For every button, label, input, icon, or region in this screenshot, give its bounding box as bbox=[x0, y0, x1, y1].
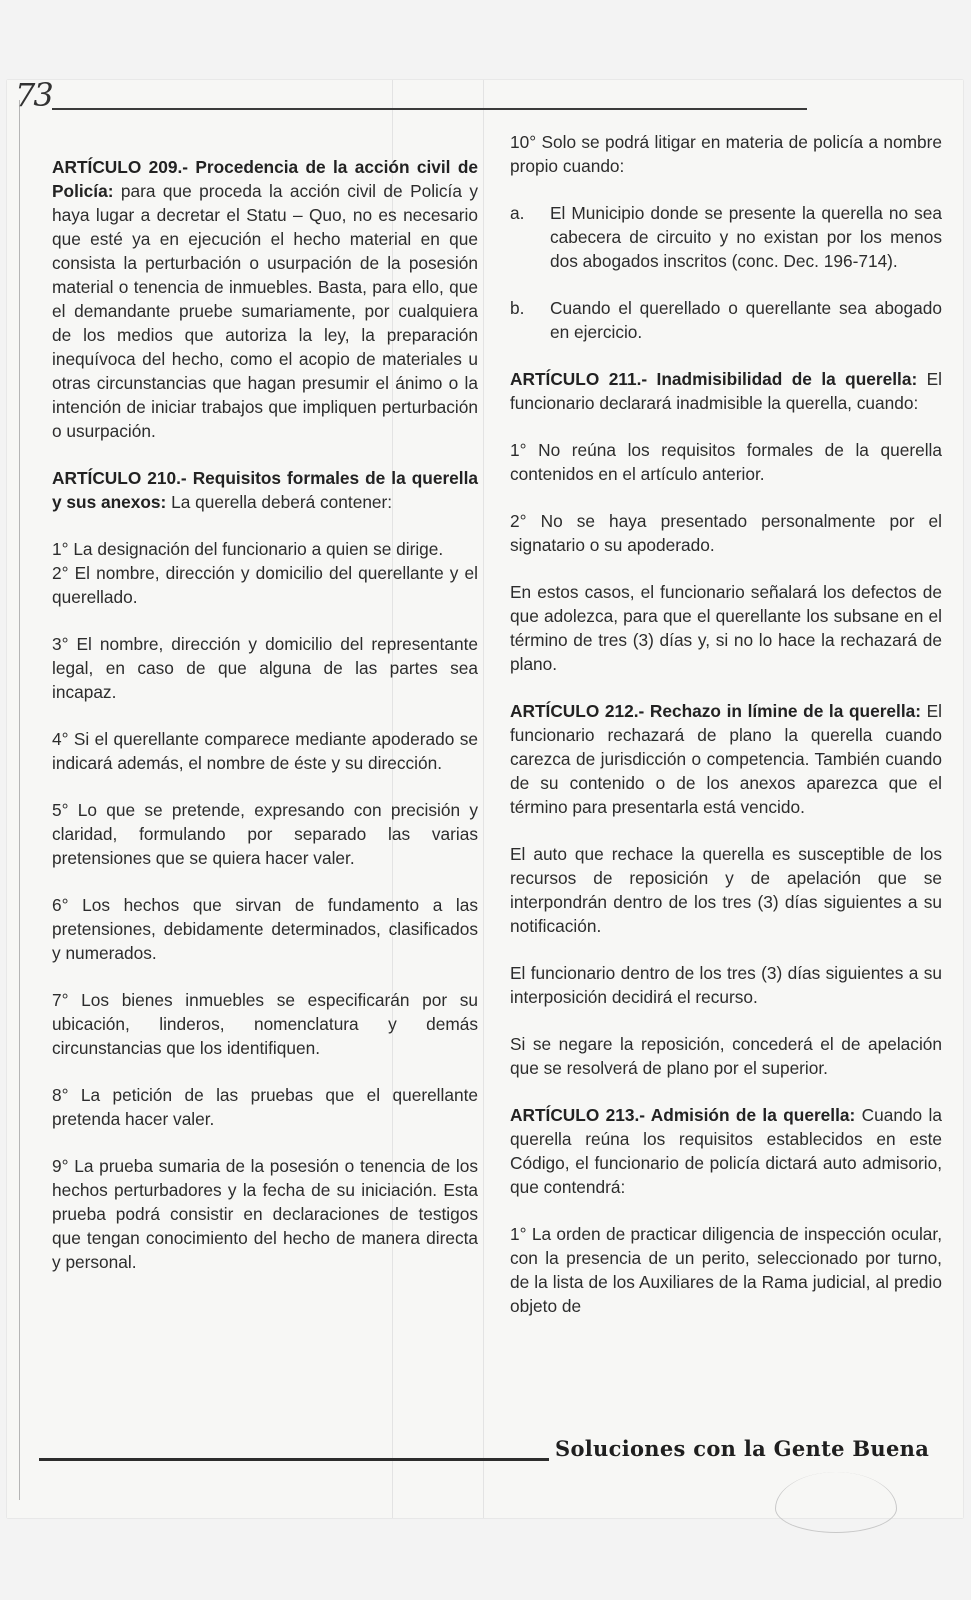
article-211-body: El funcionario declarará inadmisible la querella, cuando: bbox=[510, 369, 942, 413]
article-212-body: El funcionario rechazará de plano la querella cuando carezca de jurisdicción o competencia. También cuando de su contenido o de los anexos aparezca que el término para presentarla está vencido. bbox=[510, 701, 942, 817]
requirement-item: 2° El nombre, dirección y domicilio del querellante y el querellado. bbox=[52, 563, 478, 607]
requirement-item: 9° La prueba sumaria de la posesión o tenencia de los hechos perturbadores y la fecha de su iniciación. Esta prueba podrá consistir en declaraciones de testigos que tengan conocimiento del hecho de manera directa y personal. bbox=[52, 1156, 478, 1272]
article-212-paragraph: El funcionario dentro de los tres (3) días siguientes a su interposición decidirá el recurso. bbox=[510, 963, 942, 1007]
requirement-item: 3° El nombre, dirección y domicilio del representante legal, en caso de que alguna de las partes sea incapaz. bbox=[52, 634, 478, 702]
requirement-item-10: 10° Solo se podrá litigar en materia de policía a nombre propio cuando: bbox=[510, 132, 942, 176]
document-page bbox=[7, 76, 963, 1518]
inadmissibility-item: 2° No se haya presentado personalmente por el signatario o su apoderado. bbox=[510, 511, 942, 555]
article-212-paragraph: El auto que rechace la querella es susceptible de los recursos de reposición y de apelación que se interpondrán dentro de los tres (3) días siguientes a su notificación. bbox=[510, 844, 942, 936]
article-212-heading: ARTÍCULO 212.- Rechazo in límine de la querella: bbox=[510, 701, 921, 721]
top-rule bbox=[52, 108, 807, 110]
admission-item: 1° La orden de practicar diligencia de inspección ocular, con la presencia de un perito, seleccionado por turno, de la lista de los Auxiliares de la Rama judicial, al predio objeto de bbox=[510, 1224, 942, 1316]
bottom-rule bbox=[39, 1458, 549, 1461]
sub-item-a bbox=[510, 201, 942, 273]
sub-item-marker: a. bbox=[510, 203, 525, 223]
left-column bbox=[52, 155, 478, 1297]
sub-item-text: Cuando el querellado o querellante sea abogado en ejercicio. bbox=[550, 298, 942, 342]
page-number: 73 bbox=[15, 76, 52, 114]
sub-item-b bbox=[510, 296, 942, 344]
requirement-item: 4° Si el querellante comparece mediante apoderado se indicará además, el nombre de éste y su dirección. bbox=[52, 729, 478, 773]
article-213 bbox=[510, 1103, 942, 1199]
right-column bbox=[510, 130, 942, 1318]
article-213-heading: ARTÍCULO 213.- Admisión de la querella: bbox=[510, 1105, 856, 1125]
article-211 bbox=[510, 367, 942, 415]
article-209-heading: ARTÍCULO 209.- Procedencia de la acción civil de Policía: bbox=[52, 157, 478, 201]
inadmissibility-item: 1° No reúna los requisitos formales de la querella contenidos en el artículo anterior. bbox=[510, 440, 942, 484]
requirement-item: 7° Los bienes inmuebles se especificarán por su ubicación, linderos, nomenclatura y demás circunstancias que los identifiquen. bbox=[52, 990, 478, 1058]
article-210-body: La querella deberá contener: bbox=[166, 492, 393, 512]
requirement-item: 8° La petición de las pruebas que el querellante pretenda hacer valer. bbox=[52, 1085, 478, 1129]
requirement-item: 6° Los hechos que sirvan de fundamento a las pretensiones, debidamente determinados, clasificados y numerados. bbox=[52, 895, 478, 963]
footer-brand: Soluciones con la Gente Buena bbox=[555, 1436, 930, 1461]
requirement-item: 1° La designación del funcionario a quien se dirige. bbox=[52, 539, 444, 559]
article-212-paragraph: Si se negare la reposición, concederá el de apelación que se resolverá de plano por el superior. bbox=[510, 1034, 942, 1078]
article-209-body: para que proceda la acción civil de Policía y haya lugar a decretar el Statu – Quo, no es necesario que esté ya en ejecución el hecho material en que consista la perturbación o usurpación de la posesión material o tenencia de inmuebles. Basta, para ello, que el demandante pruebe sumariamente, por cualquiera de los medios que autoriza la ley, la preparación inequívoca del hecho, como el acopio de materiales u otras circunstancias que hagan presumir el ánimo o la intención de iniciar trabajos que impliquen perturbación o usurpación. bbox=[52, 181, 478, 441]
fold-line bbox=[483, 80, 484, 1518]
article-210 bbox=[52, 466, 478, 514]
article-211-heading: ARTÍCULO 211.- Inadmisibilidad de la querella: bbox=[510, 369, 918, 389]
sub-item-text: El Municipio donde se presente la querella no sea cabecera de circuito y no existan por los menos dos abogados inscritos (conc. Dec. 196-714). bbox=[550, 203, 942, 271]
sub-item-marker: b. bbox=[510, 298, 525, 318]
requirement-item: 5° Lo que se pretende, expresando con precisión y claridad, formulando por separado las varias pretensiones que se quiera hacer valer. bbox=[52, 800, 478, 868]
article-213-body: Cuando la querella reúna los requisitos establecidos en este Código, el funcionario de policía dictará auto admisorio, que contendrá: bbox=[510, 1105, 942, 1197]
article-211-closing: En estos casos, el funcionario señalará los defectos de que adolezca, para que el querellante los subsane en el término de tres (3) días y, si no lo hace la rechazará de plano. bbox=[510, 582, 942, 674]
stamp-mark bbox=[775, 1472, 897, 1533]
article-210-heading: ARTÍCULO 210.- Requisitos formales de la querella y sus anexos: bbox=[52, 468, 478, 512]
scan-edge-line bbox=[19, 100, 20, 1500]
article-212 bbox=[510, 699, 942, 819]
article-209 bbox=[52, 155, 478, 443]
